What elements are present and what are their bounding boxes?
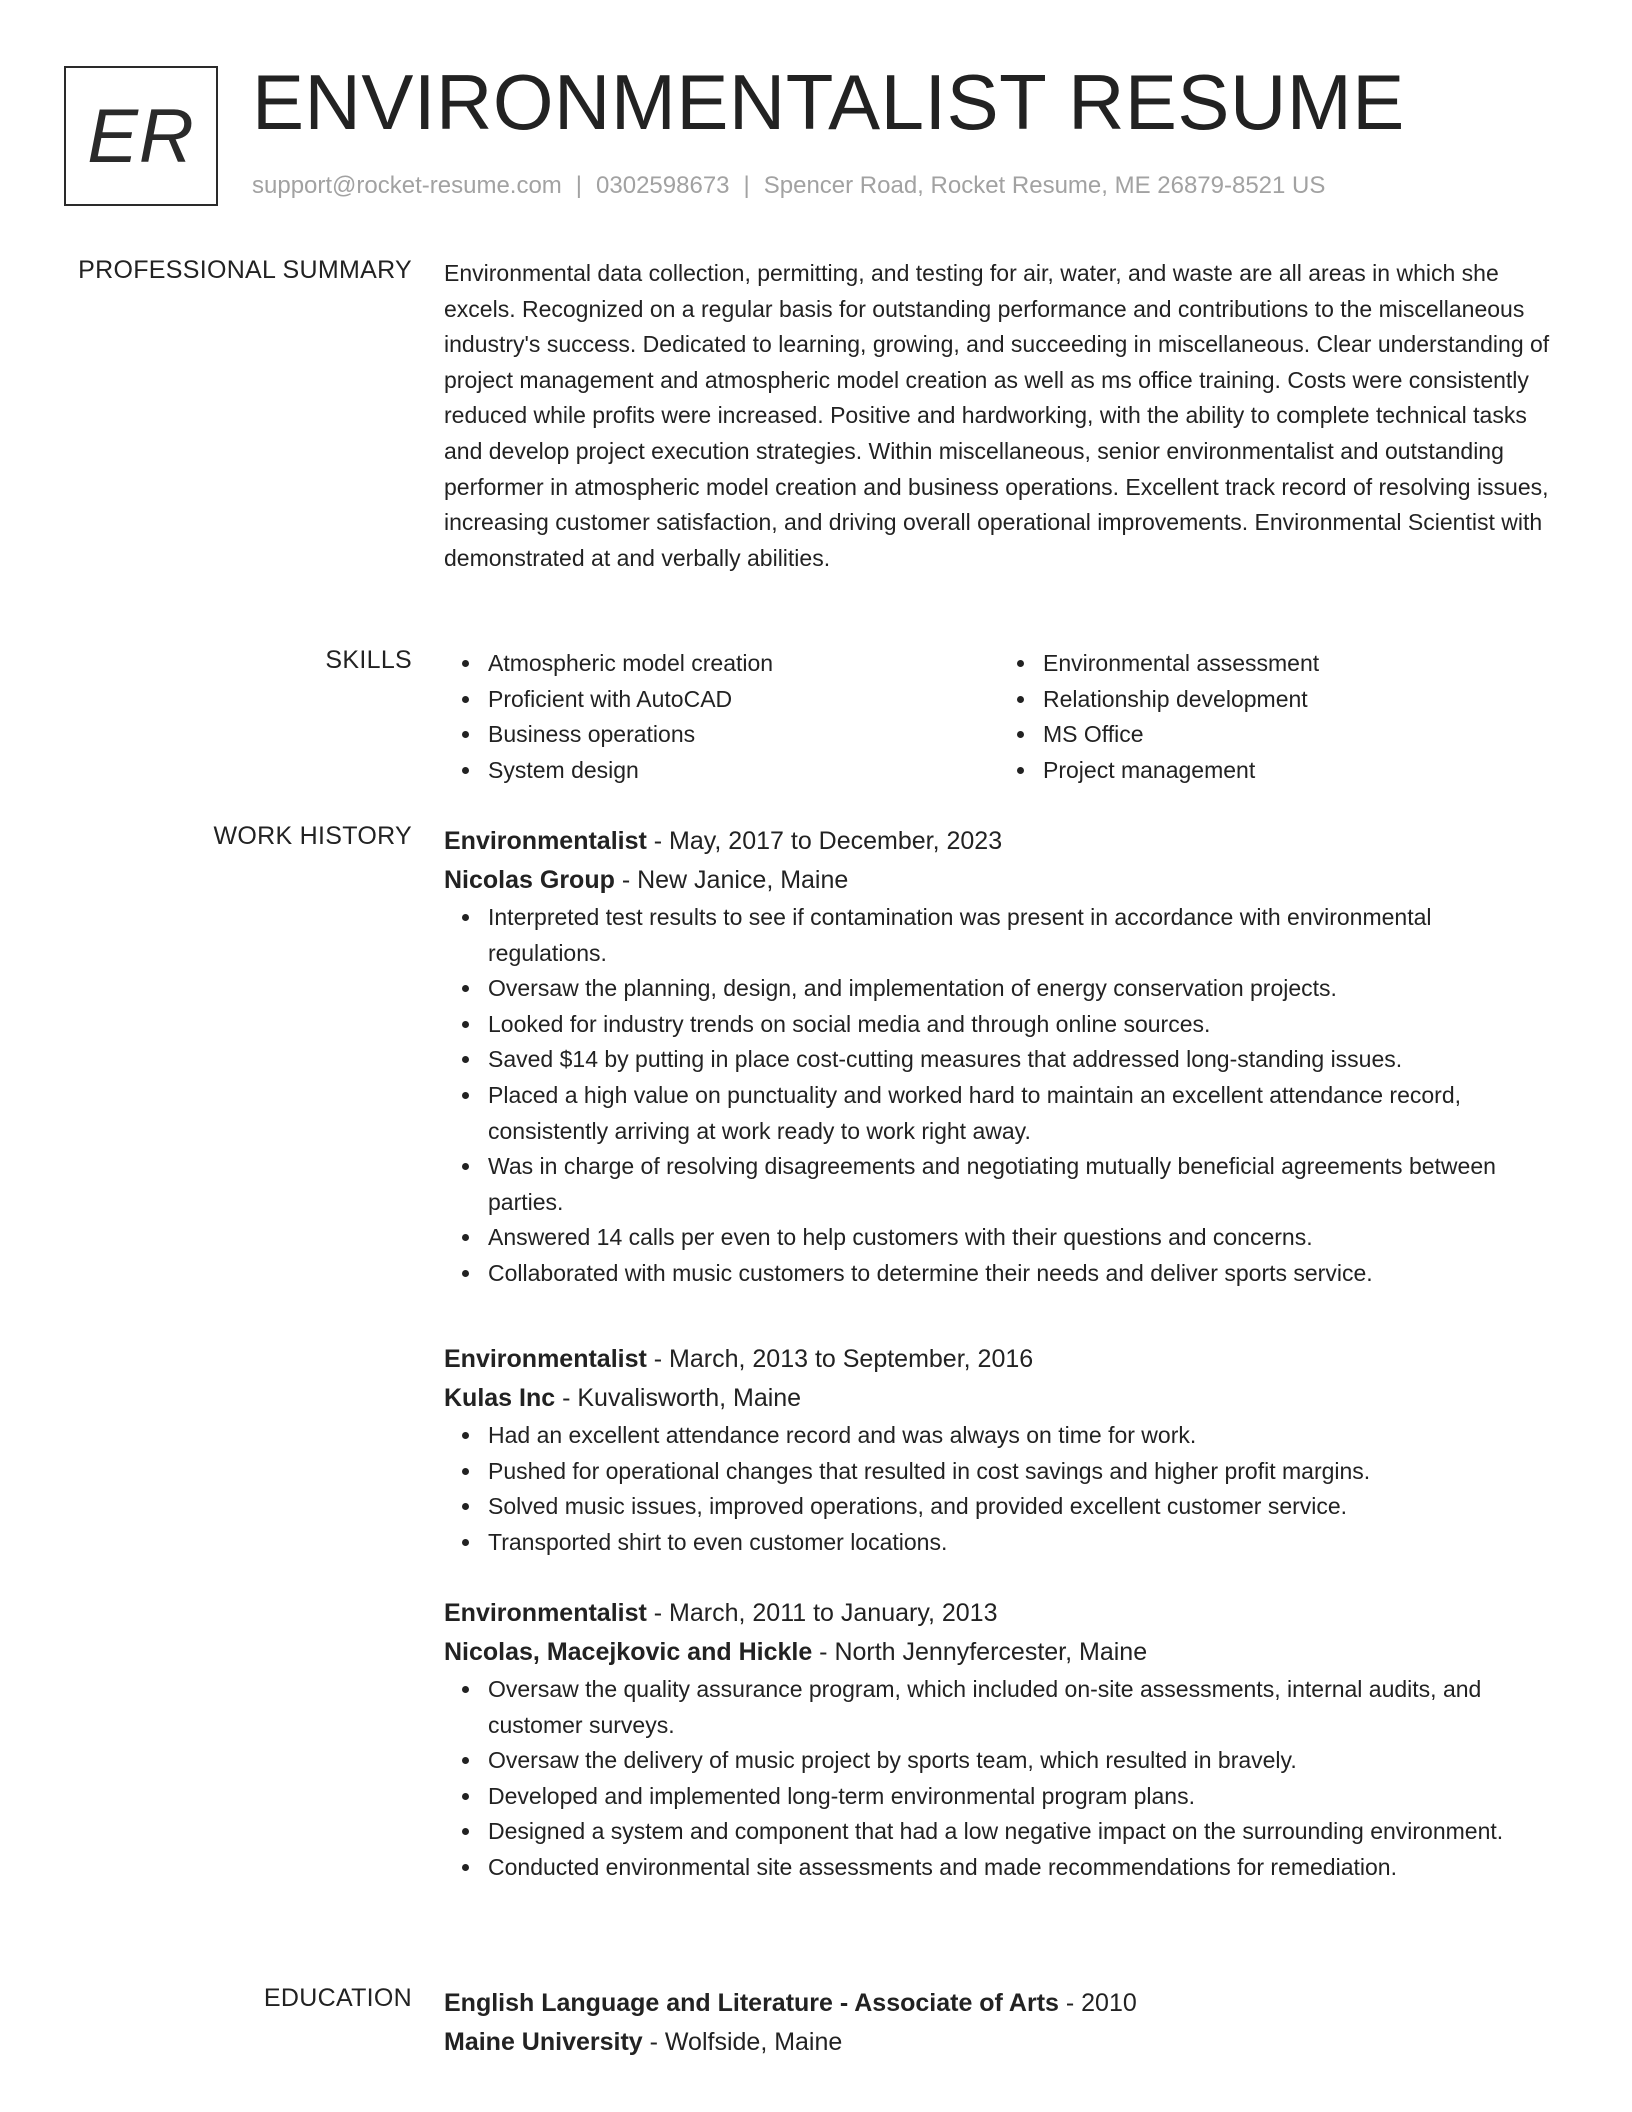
skills-grid: [444, 646, 1554, 788]
job-bullet: Collaborated with music customers to determine their needs and deliver sports service.: [488, 1256, 1554, 1292]
summary-heading: PROFESSIONAL SUMMARY: [78, 256, 412, 284]
education-school: Maine University: [444, 2028, 643, 2056]
contact-separator: |: [743, 172, 750, 199]
skill-item: Relationship development: [1043, 682, 1554, 718]
job-bullet-list: [444, 1418, 1554, 1560]
monogram-box: [64, 66, 218, 206]
contact-line: [252, 172, 1325, 200]
education-degree-line: [444, 1984, 1554, 2023]
job-entry: [444, 1340, 1554, 1560]
job-company: Kulas Inc: [444, 1384, 556, 1412]
skill-item: Atmospheric model creation: [488, 646, 999, 682]
skill-item: Proficient with AutoCAD: [488, 682, 999, 718]
job-dates: - May, 2017 to December, 2023: [646, 827, 1003, 855]
work-history-heading: WORK HISTORY: [213, 822, 412, 850]
job-bullet-list: [444, 1672, 1554, 1886]
job-title: Environmentalist: [444, 1599, 647, 1627]
job-title: Environmentalist: [444, 827, 647, 855]
job-bullet: Oversaw the delivery of music project by sports team, which resulted in bravely.: [488, 1743, 1554, 1779]
job-bullet: Answered 14 calls per even to help customers with their questions and concerns.: [488, 1220, 1554, 1256]
job-company-line: [444, 861, 1554, 900]
monogram-initials: ER: [87, 93, 195, 179]
job-bullet: Designed a system and component that had a low negative impact on the surrounding environment.: [488, 1814, 1554, 1850]
job-bullet: Interpreted test results to see if contamination was present in accordance with environmental regulations.: [488, 900, 1554, 971]
job-dates: - March, 2013 to September, 2016: [646, 1345, 1034, 1373]
skill-item: Business operations: [488, 717, 999, 753]
education-heading: EDUCATION: [263, 1984, 412, 2012]
skills-list-right: [999, 646, 1554, 788]
job-title: Environmentalist: [444, 1345, 647, 1373]
job-entry: [444, 1594, 1554, 1886]
contact-phone: 0302598673: [596, 172, 730, 199]
job-title-line: [444, 1340, 1554, 1379]
job-company: Nicolas, Macejkovic and Hickle: [444, 1638, 813, 1666]
contact-separator: |: [575, 172, 583, 199]
job-bullet: Conducted environmental site assessments and made recommendations for remediation.: [488, 1850, 1554, 1886]
job-dates: - March, 2011 to January, 2013: [646, 1599, 998, 1627]
skills-heading: SKILLS: [325, 646, 412, 674]
skill-item: System design: [488, 753, 999, 789]
job-company: Nicolas Group: [444, 866, 615, 894]
job-location: - New Janice, Maine: [614, 866, 849, 894]
job-bullet-list: [444, 900, 1554, 1292]
job-title-line: [444, 1594, 1554, 1633]
job-bullet: Transported shirt to even customer locations.: [488, 1525, 1554, 1561]
job-company-line: [444, 1633, 1554, 1672]
job-bullet: Had an excellent attendance record and was always on time for work.: [488, 1418, 1554, 1454]
job-bullet: Developed and implemented long-term environmental program plans.: [488, 1779, 1554, 1815]
job-bullet: Oversaw the planning, design, and implementation of energy conservation projects.: [488, 971, 1554, 1007]
job-location: - Kuvalisworth, Maine: [555, 1384, 802, 1412]
job-entry: [444, 822, 1554, 1292]
job-bullet: Saved $14 by putting in place cost-cutting measures that addressed long-standing issues.: [488, 1042, 1554, 1078]
job-bullet: Was in charge of resolving disagreements and negotiating mutually beneficial agreements between parties.: [488, 1149, 1554, 1220]
job-company-line: [444, 1379, 1554, 1418]
contact-email: support@rocket-resume.com: [252, 172, 562, 199]
job-bullet: Oversaw the quality assurance program, which included on-site assessments, internal audits, and customer surveys.: [488, 1672, 1554, 1743]
job-bullet: Solved music issues, improved operations, and provided excellent customer service.: [488, 1489, 1554, 1525]
contact-address: Spencer Road, Rocket Resume, ME 26879-8521 US: [763, 172, 1326, 199]
skill-item: MS Office: [1043, 717, 1554, 753]
job-bullet: Looked for industry trends on social media and through online sources.: [488, 1007, 1554, 1043]
education-school-line: [444, 2023, 1554, 2062]
skill-item: Environmental assessment: [1043, 646, 1554, 682]
job-bullet: Placed a high value on punctuality and worked hard to maintain an excellent attendance record, consistently arriving at work ready to work right away.: [488, 1078, 1554, 1149]
summary-text: Environmental data collection, permitting, and testing for air, water, and waste are all areas in which she excels. Recognized on a regular basis for outstanding performance and contributions to the miscellaneous industry's success. Dedicated to learning, growing, and succeeding in miscellaneous. Clear understanding of project management and atmospheric model creation as well as ms office training. Costs were consistently reduced while profits were increased. Positive and hardworking, with the ability to complete technical tasks and develop project execution strategies. Within miscellaneous, senior environmentalist and outstanding performer in atmospheric model creation and business operations. Excellent track record of resolving issues, increasing customer satisfaction, and driving overall operational improvements. Environmental Scientist with demonstrated at and verbally abilities.: [444, 260, 1550, 571]
job-bullet: Pushed for operational changes that resulted in cost savings and higher profit margins.: [488, 1454, 1554, 1490]
job-title-line: [444, 822, 1554, 861]
resume-title: ENVIRONMENTALIST RESUME: [252, 58, 1405, 146]
education-degree: English Language and Literature - Associate of Arts: [444, 1989, 1059, 2017]
job-location: - North Jennyfercester, Maine: [812, 1638, 1148, 1666]
skill-item: Project management: [1043, 753, 1554, 789]
skills-list-left: [444, 646, 999, 788]
education-location: - Wolfside, Maine: [642, 2028, 843, 2056]
education-year: - 2010: [1058, 1989, 1137, 2017]
